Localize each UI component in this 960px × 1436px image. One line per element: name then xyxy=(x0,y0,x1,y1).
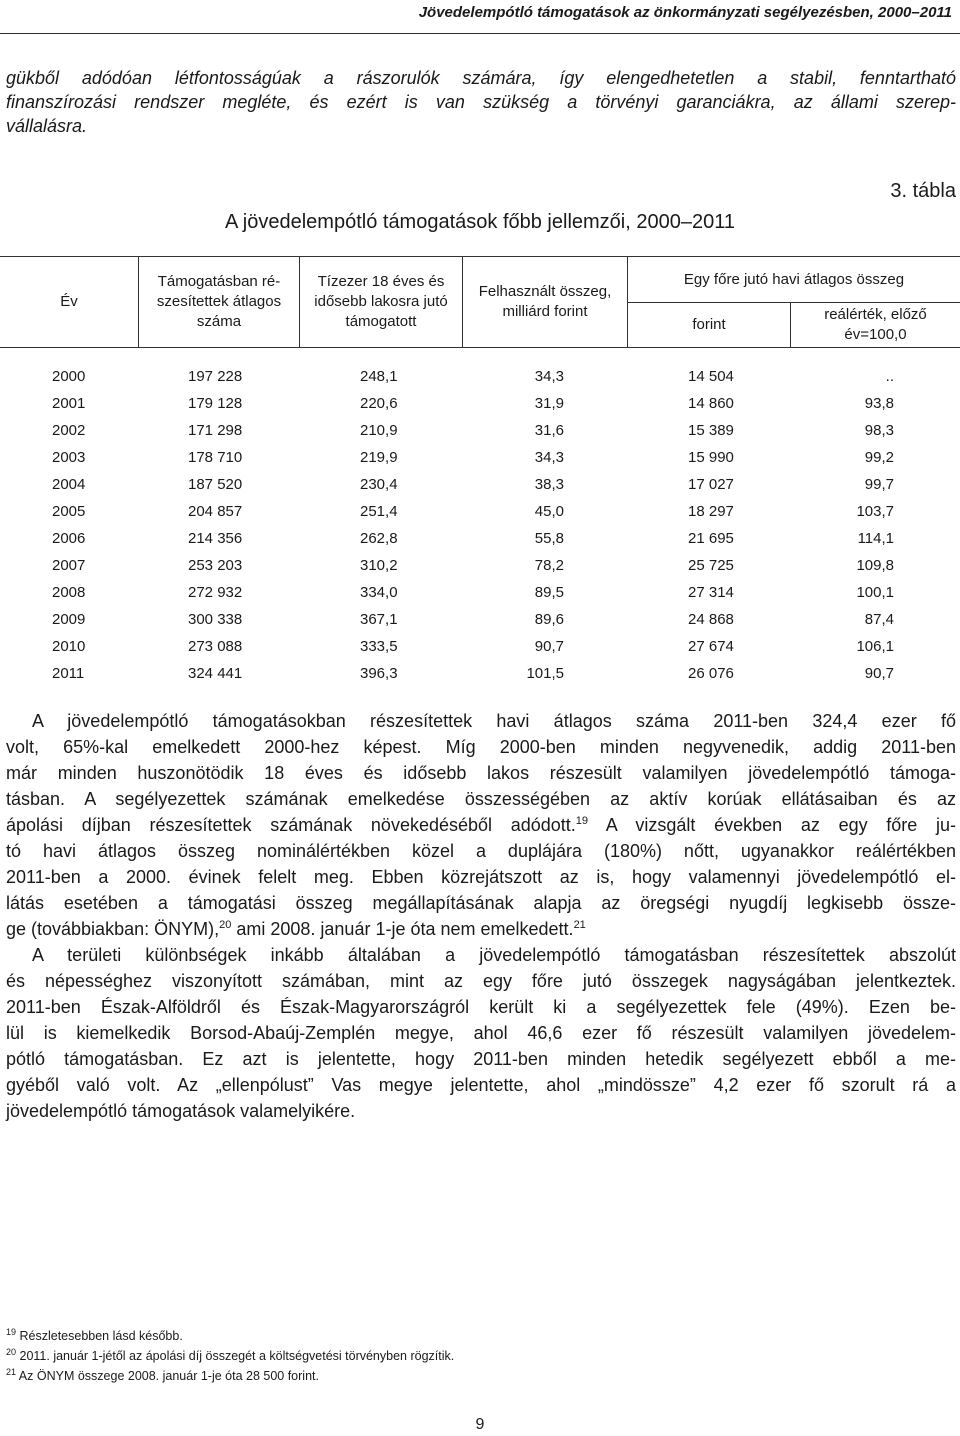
header-amount: Felhasznált összeg, milliárd forint xyxy=(478,283,612,320)
footnote-ref: 21 xyxy=(573,919,586,931)
cell-forint: 21 695 xyxy=(688,530,734,547)
cell-year: 2004 xyxy=(52,476,86,493)
body-line: tásban. A segélyezettek számának emelkedése összességében az aktív korúak ellátásaiban és az xyxy=(6,789,956,809)
cell-amount: 34,3 xyxy=(534,449,564,466)
body-line: jövedelempótló támogatások valamelyikére. xyxy=(6,1101,356,1121)
page-number: 9 xyxy=(475,1416,485,1433)
body-text-span: ami 2008. január 1-je óta nem emelkedett. xyxy=(231,919,574,939)
table-row xyxy=(0,368,960,390)
cell-real-value: 87,4 xyxy=(864,611,894,628)
cell-per-10000: 248,1 xyxy=(360,368,398,385)
cell-per-10000: 310,2 xyxy=(360,557,398,574)
table-row xyxy=(0,395,960,417)
table-row xyxy=(0,503,960,525)
body-line: már minden huszonötödik 18 éves és idősebb lakos részesült valamilyen jövedelempótló támoga- xyxy=(6,763,956,783)
cell-recipients: 324 441 xyxy=(188,665,243,682)
table-title: A jövedelempótló támogatások főbb jellemzői, 2000–2011 xyxy=(225,211,735,233)
table-number: 3. tábla xyxy=(890,180,956,202)
cell-amount: 38,3 xyxy=(534,476,564,493)
body-line: tó havi átlagos összeg nominálértékben közel a duplájára (180%) nőtt, ugyanakkor reálértékben xyxy=(6,841,956,861)
cell-real-value: 109,8 xyxy=(856,557,894,574)
body-text-span: A vizsgált években az egy főre ju- xyxy=(588,815,956,835)
cell-amount: 89,6 xyxy=(534,611,564,628)
footnote-number: 20 xyxy=(6,1346,17,1357)
footnote-text: 2011. január 1-jétől az ápolási díj összegét a költségvetési törvényben rögzítik. xyxy=(16,1349,455,1363)
cell-real-value: 114,1 xyxy=(857,530,894,547)
cell-recipients: 273 088 xyxy=(188,638,243,655)
body-line: látás esetében a támogatási összeg megállapításának alapja az öregségi nyugdíj legkisebb össze- xyxy=(6,893,956,913)
body-text-span: ge (továbbiakban: ÖNYM), xyxy=(6,919,220,939)
cell-amount: 31,9 xyxy=(534,395,564,412)
header-per-10000: Tízezer 18 éves és idősebb lakosra jutó támogatott xyxy=(314,273,448,330)
cell-year: 2011 xyxy=(52,665,85,682)
header-forint: forint xyxy=(692,316,726,333)
cell-year: 2002 xyxy=(52,422,86,439)
body-text-span: ápolási díjban részesítettek számának növekedéséből adódott. xyxy=(6,815,576,835)
cell-forint: 26 076 xyxy=(688,665,734,682)
cell-recipients: 204 857 xyxy=(188,503,243,520)
cell-year: 2009 xyxy=(52,611,86,628)
footnotes xyxy=(6,1326,454,1386)
intro-line: vállalásra. xyxy=(6,116,88,136)
cell-amount: 90,7 xyxy=(534,638,564,655)
cell-real-value: 90,7 xyxy=(864,665,894,682)
cell-per-10000: 262,8 xyxy=(360,530,398,547)
table-row xyxy=(0,665,960,687)
cell-per-10000: 230,4 xyxy=(360,476,398,493)
cell-per-10000: 210,9 xyxy=(360,422,398,439)
table-header xyxy=(0,256,960,348)
cell-recipients: 197 228 xyxy=(188,368,243,385)
body-text xyxy=(6,708,956,1124)
body-line: és népességhez viszonyított számában, mint az egy főre jutó összegek nagyságában jelentkeztek. xyxy=(6,971,956,991)
cell-year: 2005 xyxy=(52,503,86,520)
body-line: A területi különbségek inkább általában a jövedelempótló támogatásban részesítettek abszolút xyxy=(32,945,956,965)
intro-line: finanszírozási rendszer megléte, és ezért is van szükség a törvényi garanciákra, az állami szerep- xyxy=(6,92,956,112)
cell-year: 2010 xyxy=(52,638,86,655)
table-row xyxy=(0,449,960,471)
cell-forint: 15 389 xyxy=(688,422,734,439)
table-row xyxy=(0,476,960,498)
header-monthly-group: Egy főre jutó havi átlagos összeg xyxy=(683,270,905,288)
intro-line: gükből adódóan létfontosságúak a rászorulók számára, így elengedhetetlen a stabil, fenntartható xyxy=(6,68,956,88)
cell-recipients: 214 356 xyxy=(188,530,243,547)
cell-real-value: 99,2 xyxy=(864,449,894,466)
cell-per-10000: 251,4 xyxy=(360,503,398,520)
cell-per-10000: 220,6 xyxy=(360,395,398,412)
header-real-value: reálérték, előző év=100,0 xyxy=(824,306,927,343)
header-year: Év xyxy=(60,293,78,310)
footnote-text: Az ÖNYM összege 2008. január 1-je óta 28 500 forint. xyxy=(16,1369,319,1383)
body-line: volt, 65%-kal emelkedett 2000-hez képest. Míg 2000-ben minden negyvenedik, addig 2011-ben xyxy=(6,737,956,757)
cell-amount: 89,5 xyxy=(534,584,564,601)
cell-real-value: .. xyxy=(885,368,894,385)
cell-per-10000: 333,5 xyxy=(360,638,398,655)
cell-year: 2003 xyxy=(52,449,86,466)
table-row xyxy=(0,557,960,579)
cell-per-10000: 219,9 xyxy=(360,449,398,466)
cell-recipients: 179 128 xyxy=(188,395,243,412)
intro-paragraph xyxy=(6,66,956,138)
cell-forint: 14 860 xyxy=(688,395,734,412)
cell-year: 2006 xyxy=(52,530,86,547)
cell-amount: 45,0 xyxy=(534,503,564,520)
body-line: gyéből való volt. Az „ellenpólust” Vas megye jelentette, ahol „mindössze” 4,2 ezer fő szorult rá a xyxy=(6,1075,956,1095)
footnote-ref: 19 xyxy=(575,815,589,827)
footnote xyxy=(6,1326,454,1346)
cell-per-10000: 334,0 xyxy=(360,584,398,601)
footnote-text: Részletesebben lásd később. xyxy=(16,1329,183,1343)
cell-year: 2001 xyxy=(52,395,86,412)
cell-forint: 18 297 xyxy=(688,503,734,520)
table-row xyxy=(0,422,960,444)
cell-real-value: 93,8 xyxy=(864,395,894,412)
cell-recipients: 253 203 xyxy=(188,557,243,574)
cell-recipients: 178 710 xyxy=(188,449,243,466)
cell-recipients: 187 520 xyxy=(188,476,243,493)
cell-recipients: 272 932 xyxy=(188,584,243,601)
cell-year: 2008 xyxy=(52,584,86,601)
cell-real-value: 100,1 xyxy=(856,584,894,601)
footnote-number: 21 xyxy=(6,1366,17,1377)
cell-forint: 17 027 xyxy=(688,476,734,493)
body-line xyxy=(6,916,956,942)
cell-forint: 27 674 xyxy=(688,638,734,655)
body-line: A jövedelempótló támogatásokban részesítettek havi átlagos száma 2011-ben 324,4 ezer fő xyxy=(32,711,956,731)
cell-real-value: 99,7 xyxy=(864,476,894,493)
body-line: pótló támogatásban. Ez azt is jelentette, hogy 2011-ben minden hetedik segélyezett ebből a me- xyxy=(6,1049,956,1069)
footnote xyxy=(6,1366,454,1386)
body-line: 2011-ben a 2000. évinek felelt meg. Ebben közrejátszott az is, hogy valamennyi jövedelempótló el- xyxy=(6,867,956,887)
cell-recipients: 300 338 xyxy=(188,611,243,628)
running-header-title: Jövedelempótló támogatások az önkormányzati segélyezésben, 2000–2011 xyxy=(418,4,952,21)
cell-amount: 31,6 xyxy=(534,422,564,439)
table-row xyxy=(0,638,960,660)
footnote xyxy=(6,1346,454,1366)
cell-per-10000: 396,3 xyxy=(360,665,398,682)
cell-forint: 15 990 xyxy=(688,449,734,466)
table-row xyxy=(0,611,960,633)
cell-year: 2007 xyxy=(52,557,86,574)
table-row xyxy=(0,584,960,606)
cell-amount: 78,2 xyxy=(534,557,564,574)
header-recipients: Támogatásban ré-szesítettek átlagos száma xyxy=(156,273,282,330)
cell-amount: 34,3 xyxy=(534,368,564,385)
cell-real-value: 106,1 xyxy=(856,638,894,655)
cell-year: 2000 xyxy=(52,368,86,385)
body-line: lül is kiemelkedik Borsod-Abaúj-Zemplén megye, ahol 46,6 ezer fő részesült valamilyen jövedelem- xyxy=(6,1023,956,1043)
cell-forint: 24 868 xyxy=(688,611,734,628)
footnote-number: 19 xyxy=(6,1326,17,1337)
cell-amount: 55,8 xyxy=(534,530,564,547)
footnote-ref: 20 xyxy=(219,919,232,931)
cell-forint: 25 725 xyxy=(688,557,734,574)
body-line: 2011-ben Észak-Alföldről és Észak-Magyarországról került ki a segélyezettek fele (49%). Ezen be- xyxy=(6,997,956,1017)
cell-real-value: 98,3 xyxy=(864,422,894,439)
cell-recipients: 171 298 xyxy=(188,422,243,439)
table-row xyxy=(0,530,960,552)
cell-per-10000: 367,1 xyxy=(360,611,398,628)
cell-real-value: 103,7 xyxy=(856,503,894,520)
cell-amount: 101,5 xyxy=(526,665,564,682)
running-header xyxy=(0,0,960,34)
body-line xyxy=(6,812,956,838)
cell-forint: 14 504 xyxy=(688,368,734,385)
cell-forint: 27 314 xyxy=(688,584,734,601)
